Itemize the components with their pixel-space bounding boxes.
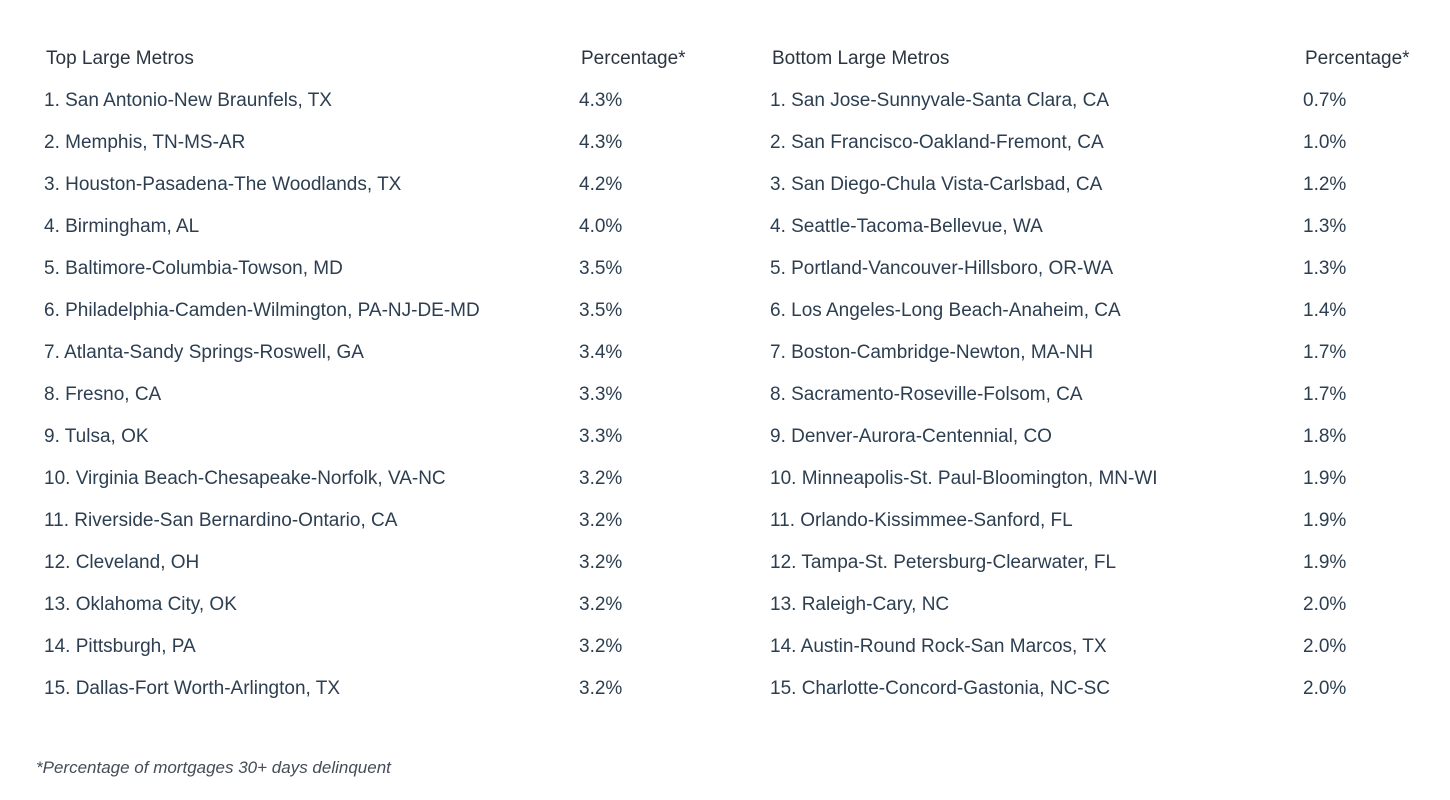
bottom-metros-header-percentage: Percentage*	[1305, 48, 1410, 69]
table-row	[44, 206, 704, 248]
metro-name: 5. Baltimore-Columbia-Towson, MD	[44, 258, 343, 279]
table-row	[44, 122, 704, 164]
table-row	[44, 542, 704, 584]
table-row	[770, 206, 1430, 248]
metro-name: 1. San Antonio-New Braunfels, TX	[44, 90, 332, 111]
metro-percentage: 3.5%	[579, 300, 623, 321]
bottom-metros-table	[770, 42, 1430, 710]
top-metros-table	[44, 42, 704, 710]
metro-percentage: 3.2%	[579, 510, 623, 531]
metro-percentage: 1.7%	[1303, 384, 1347, 405]
metro-percentage: 3.2%	[579, 594, 623, 615]
table-row	[44, 500, 704, 542]
metro-percentage: 2.0%	[1303, 678, 1347, 699]
table-row	[770, 416, 1430, 458]
metro-percentage: 3.2%	[579, 678, 623, 699]
table-row	[770, 584, 1430, 626]
metro-name: 5. Portland-Vancouver-Hillsboro, OR-WA	[770, 258, 1114, 279]
metro-name: 11. Riverside-San Bernardino-Ontario, CA	[44, 510, 398, 531]
top-metros-header-percentage: Percentage*	[581, 48, 686, 69]
table-row	[770, 626, 1430, 668]
table-row	[770, 374, 1430, 416]
metro-name: 12. Tampa-St. Petersburg-Clearwater, FL	[770, 552, 1117, 573]
metro-percentage: 2.0%	[1303, 594, 1347, 615]
table-row	[44, 584, 704, 626]
metro-percentage: 4.2%	[579, 174, 623, 195]
metro-name: 3. San Diego-Chula Vista-Carlsbad, CA	[770, 174, 1103, 195]
table-row	[44, 164, 704, 206]
metro-name: 2. Memphis, TN-MS-AR	[44, 132, 246, 153]
table-row	[770, 164, 1430, 206]
table-row	[44, 332, 704, 374]
metro-name: 4. Seattle-Tacoma-Bellevue, WA	[770, 216, 1043, 237]
metro-percentage: 4.0%	[579, 216, 623, 237]
metro-name: 8. Sacramento-Roseville-Folsom, CA	[770, 384, 1083, 405]
top-metros-rows	[44, 80, 704, 710]
table-row	[770, 332, 1430, 374]
table-row	[44, 626, 704, 668]
table-row	[44, 290, 704, 332]
metro-name: 6. Los Angeles-Long Beach-Anaheim, CA	[770, 300, 1121, 321]
metro-name: 2. San Francisco-Oakland-Fremont, CA	[770, 132, 1104, 153]
metro-percentage: 3.2%	[579, 552, 623, 573]
bottom-metros-rows	[770, 80, 1430, 710]
metro-name: 9. Denver-Aurora-Centennial, CO	[770, 426, 1052, 447]
metro-percentage: 1.3%	[1303, 258, 1347, 279]
metro-percentage: 1.9%	[1303, 468, 1347, 489]
metro-name: 13. Oklahoma City, OK	[44, 594, 237, 615]
metro-name: 10. Virginia Beach-Chesapeake-Norfolk, VA-NC	[44, 468, 446, 489]
table-row	[770, 290, 1430, 332]
metro-name: 9. Tulsa, OK	[44, 426, 149, 447]
table-row	[44, 80, 704, 122]
metro-percentage: 1.3%	[1303, 216, 1347, 237]
metro-percentage: 3.3%	[579, 426, 623, 447]
table-row	[44, 668, 704, 710]
metro-percentage: 4.3%	[579, 90, 623, 111]
metro-percentage: 3.4%	[579, 342, 623, 363]
metro-name: 12. Cleveland, OH	[44, 552, 200, 573]
metro-percentage: 1.0%	[1303, 132, 1347, 153]
metro-name: 7. Boston-Cambridge-Newton, MA-NH	[770, 342, 1094, 363]
table-row	[770, 500, 1430, 542]
table-row	[44, 374, 704, 416]
metro-percentage: 1.9%	[1303, 510, 1347, 531]
metro-name: 7. Atlanta-Sandy Springs-Roswell, GA	[44, 342, 364, 363]
metro-name: 10. Minneapolis-St. Paul-Bloomington, MN-WI	[770, 468, 1158, 489]
table-row	[44, 248, 704, 290]
top-metros-header-row	[44, 42, 704, 76]
metro-percentage: 3.3%	[579, 384, 623, 405]
metro-percentage: 1.8%	[1303, 426, 1347, 447]
table-row	[44, 416, 704, 458]
metro-percentage: 1.7%	[1303, 342, 1347, 363]
top-metros-header-name: Top Large Metros	[46, 48, 194, 69]
table-row	[770, 248, 1430, 290]
metro-name: 15. Charlotte-Concord-Gastonia, NC-SC	[770, 678, 1111, 699]
table-row	[770, 458, 1430, 500]
metro-percentage: 3.2%	[579, 468, 623, 489]
table-row	[770, 122, 1430, 164]
metro-percentage: 3.2%	[579, 636, 623, 657]
metro-name: 8. Fresno, CA	[44, 384, 162, 405]
metro-name: 14. Austin-Round Rock-San Marcos, TX	[770, 636, 1107, 657]
metro-name: 4. Birmingham, AL	[44, 216, 200, 237]
metro-name: 11. Orlando-Kissimmee-Sanford, FL	[770, 510, 1073, 531]
metro-percentage: 1.2%	[1303, 174, 1347, 195]
bottom-metros-header-name: Bottom Large Metros	[772, 48, 950, 69]
metro-percentage: 4.3%	[579, 132, 623, 153]
table-row	[44, 458, 704, 500]
metro-name: 15. Dallas-Fort Worth-Arlington, TX	[44, 678, 341, 699]
metro-percentage: 1.4%	[1303, 300, 1347, 321]
metro-percentage: 3.5%	[579, 258, 623, 279]
table-row	[770, 668, 1430, 710]
metro-name: 14. Pittsburgh, PA	[44, 636, 196, 657]
metro-name: 1. San Jose-Sunnyvale-Santa Clara, CA	[770, 90, 1110, 111]
metro-name: 13. Raleigh-Cary, NC	[770, 594, 950, 615]
bottom-metros-header-row	[770, 42, 1430, 76]
metro-percentage: 1.9%	[1303, 552, 1347, 573]
metro-percentage: 2.0%	[1303, 636, 1347, 657]
table-row	[770, 542, 1430, 584]
metro-name: 6. Philadelphia-Camden-Wilmington, PA-NJ-DE-MD	[44, 300, 480, 321]
metro-percentage: 0.7%	[1303, 90, 1347, 111]
footnote: *Percentage of mortgages 30+ days delinquent	[36, 758, 391, 777]
metro-name: 3. Houston-Pasadena-The Woodlands, TX	[44, 174, 402, 195]
table-row	[770, 80, 1430, 122]
